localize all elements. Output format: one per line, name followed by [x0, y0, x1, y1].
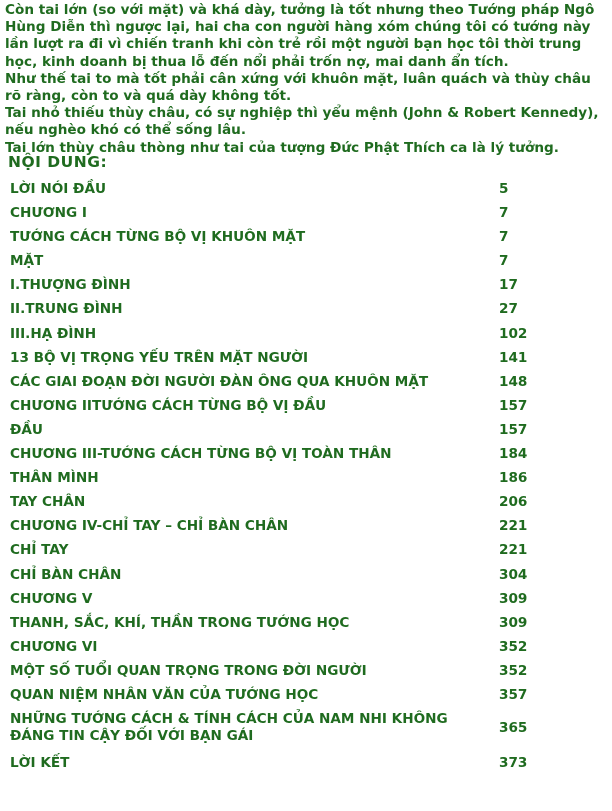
toc-entry[interactable]: [8, 563, 608, 587]
toc-entry-title: NHỮNG TƯỚNG CÁCH & TÍNH CÁCH CỦA NAM NHI KHÔNG ĐÁNG TIN CẬY ĐỐI VỚI BẠN GÁI: [10, 711, 448, 745]
table-of-contents: [8, 177, 608, 775]
toc-entry-page: 304: [499, 566, 528, 583]
toc-entry[interactable]: [8, 225, 608, 249]
toc-entry-title: CHƯƠNG IITƯỚNG CÁCH TỪNG BỘ VỊ ĐẦU: [10, 397, 327, 414]
toc-entry[interactable]: [8, 611, 608, 635]
toc-entry-title: THÂN MÌNH: [10, 470, 99, 487]
toc-entry[interactable]: [8, 751, 608, 775]
toc-heading: NỘI DUNG:: [8, 153, 108, 171]
toc-entry-page: 365: [499, 720, 528, 737]
toc-entry[interactable]: [8, 659, 608, 683]
toc-entry-page: 7: [499, 229, 509, 246]
toc-entry-page: 221: [499, 542, 528, 559]
intro-paragraph: Như thế tai to mà tốt phải cân xứng với khuôn mặt, luân quách và thùy châu rõ ràng, còn to và quá dày không tốt.: [5, 70, 591, 105]
toc-entry-title: MẶT: [10, 253, 44, 270]
toc-entry-title: MỘT SỐ TUỔI QUAN TRỌNG TRONG ĐỜI NGƯỜI: [10, 662, 367, 679]
toc-entry-page: 27: [499, 301, 518, 318]
toc-entry-page: 7: [499, 253, 509, 270]
toc-entry[interactable]: [8, 322, 608, 346]
toc-entry[interactable]: [8, 490, 608, 514]
toc-entry-page: 309: [499, 590, 528, 607]
toc-entry[interactable]: [8, 683, 608, 707]
toc-entry[interactable]: [8, 707, 608, 751]
toc-entry-title: CÁC GIAI ĐOẠN ĐỜI NGƯỜI ĐÀN ÔNG QUA KHUÔN MẶT: [10, 373, 429, 390]
toc-entry-title: CHƯƠNG I: [10, 205, 87, 222]
toc-entry-title: CHƯƠNG VI: [10, 638, 98, 655]
intro-text: [5, 2, 609, 157]
toc-entry[interactable]: [8, 177, 608, 201]
toc-entry-title: TAY CHÂN: [10, 494, 86, 511]
toc-entry-page: 221: [499, 518, 528, 535]
toc-entry-title: CHƯƠNG III-TƯỚNG CÁCH TỪNG BỘ VỊ TOÀN THÂN: [10, 446, 392, 463]
toc-entry-page: 148: [499, 373, 528, 390]
toc-entry-page: 373: [499, 755, 528, 772]
toc-entry[interactable]: [8, 394, 608, 418]
toc-entry-title: ĐẦU: [10, 421, 43, 438]
toc-entry-title: II.TRUNG ĐÌNH: [10, 301, 123, 318]
toc-entry[interactable]: [8, 297, 608, 321]
toc-entry-page: 5: [499, 181, 509, 197]
toc-entry-title: 13 BỘ VỊ TRỌNG YẾU TRÊN MẶT NGƯỜI: [10, 349, 309, 366]
toc-entry[interactable]: [8, 370, 608, 394]
toc-entry[interactable]: [8, 466, 608, 490]
toc-entry-page: 7: [499, 205, 509, 222]
toc-entry-page: 206: [499, 494, 528, 511]
toc-entry-title: LỜI KẾT: [10, 755, 70, 772]
toc-entry-page: 186: [499, 470, 528, 487]
toc-entry-title: CHƯƠNG V: [10, 590, 93, 607]
toc-entry-page: 157: [499, 397, 528, 414]
toc-entry-page: 184: [499, 446, 528, 463]
toc-entry-title: III.HẠ ĐÌNH: [10, 325, 97, 342]
toc-entry-title: QUAN NIỆM NHÂN VĂN CỦA TƯỚNG HỌC: [10, 686, 319, 703]
toc-entry[interactable]: [8, 273, 608, 297]
toc-entry[interactable]: [8, 201, 608, 225]
intro-paragraph: Tai lớn thùy châu thòng như tai của tượng Đức Phật Thích ca là lý tưởng.: [5, 139, 559, 156]
toc-entry[interactable]: [8, 418, 608, 442]
toc-entry-page: 157: [499, 421, 528, 438]
toc-entry[interactable]: [8, 346, 608, 370]
toc-entry[interactable]: [8, 442, 608, 466]
toc-entry-page: 309: [499, 614, 528, 631]
toc-entry-page: 352: [499, 662, 528, 679]
toc-entry-title: THANH, SẮC, KHÍ, THẦN TRONG TƯỚNG HỌC: [10, 614, 350, 631]
toc-entry-page: 17: [499, 277, 518, 294]
toc-entry-page: 141: [499, 349, 528, 366]
toc-entry[interactable]: [8, 538, 608, 562]
toc-entry-page: 357: [499, 686, 528, 703]
toc-entry[interactable]: [8, 587, 608, 611]
toc-entry[interactable]: [8, 635, 608, 659]
toc-entry[interactable]: [8, 514, 608, 538]
intro-paragraph: Còn tai lớn (so với mặt) và khá dày, tưởng là tốt nhưng theo Tướng pháp Ngô Hùng Diễn thì ngược lại, hai cha con người hàng xóm chúng tôi có tướng này lần lượt ra đi vì chiến tranh khi còn trẻ rồi một người bạn học tôi thời trung học, kinh doanh bị thua lỗ đến nổi phải trốn nợ, mai danh ẩn tích.: [5, 2, 595, 70]
toc-entry-title: LỜI NÓI ĐẦU: [10, 181, 106, 197]
toc-entry-title: I.THƯỢNG ĐÌNH: [10, 277, 131, 294]
toc-entry-page: 352: [499, 638, 528, 655]
toc-entry-title: TƯỚNG CÁCH TỪNG BỘ VỊ KHUÔN MẶT: [10, 229, 306, 246]
intro-paragraph: Tai nhỏ thiếu thùy châu, có sự nghiệp thì yểu mệnh (John & Robert Kennedy), nếu nghèo khó có thể sống lâu.: [5, 105, 599, 139]
toc-entry-title: CHƯƠNG IV-CHỈ TAY – CHỈ BÀN CHÂN: [10, 518, 289, 535]
toc-entry-title: CHỈ TAY: [10, 542, 69, 559]
toc-entry[interactable]: [8, 249, 608, 273]
toc-entry-title: CHỈ BÀN CHÂN: [10, 566, 122, 583]
toc-entry-page: 102: [499, 325, 528, 342]
